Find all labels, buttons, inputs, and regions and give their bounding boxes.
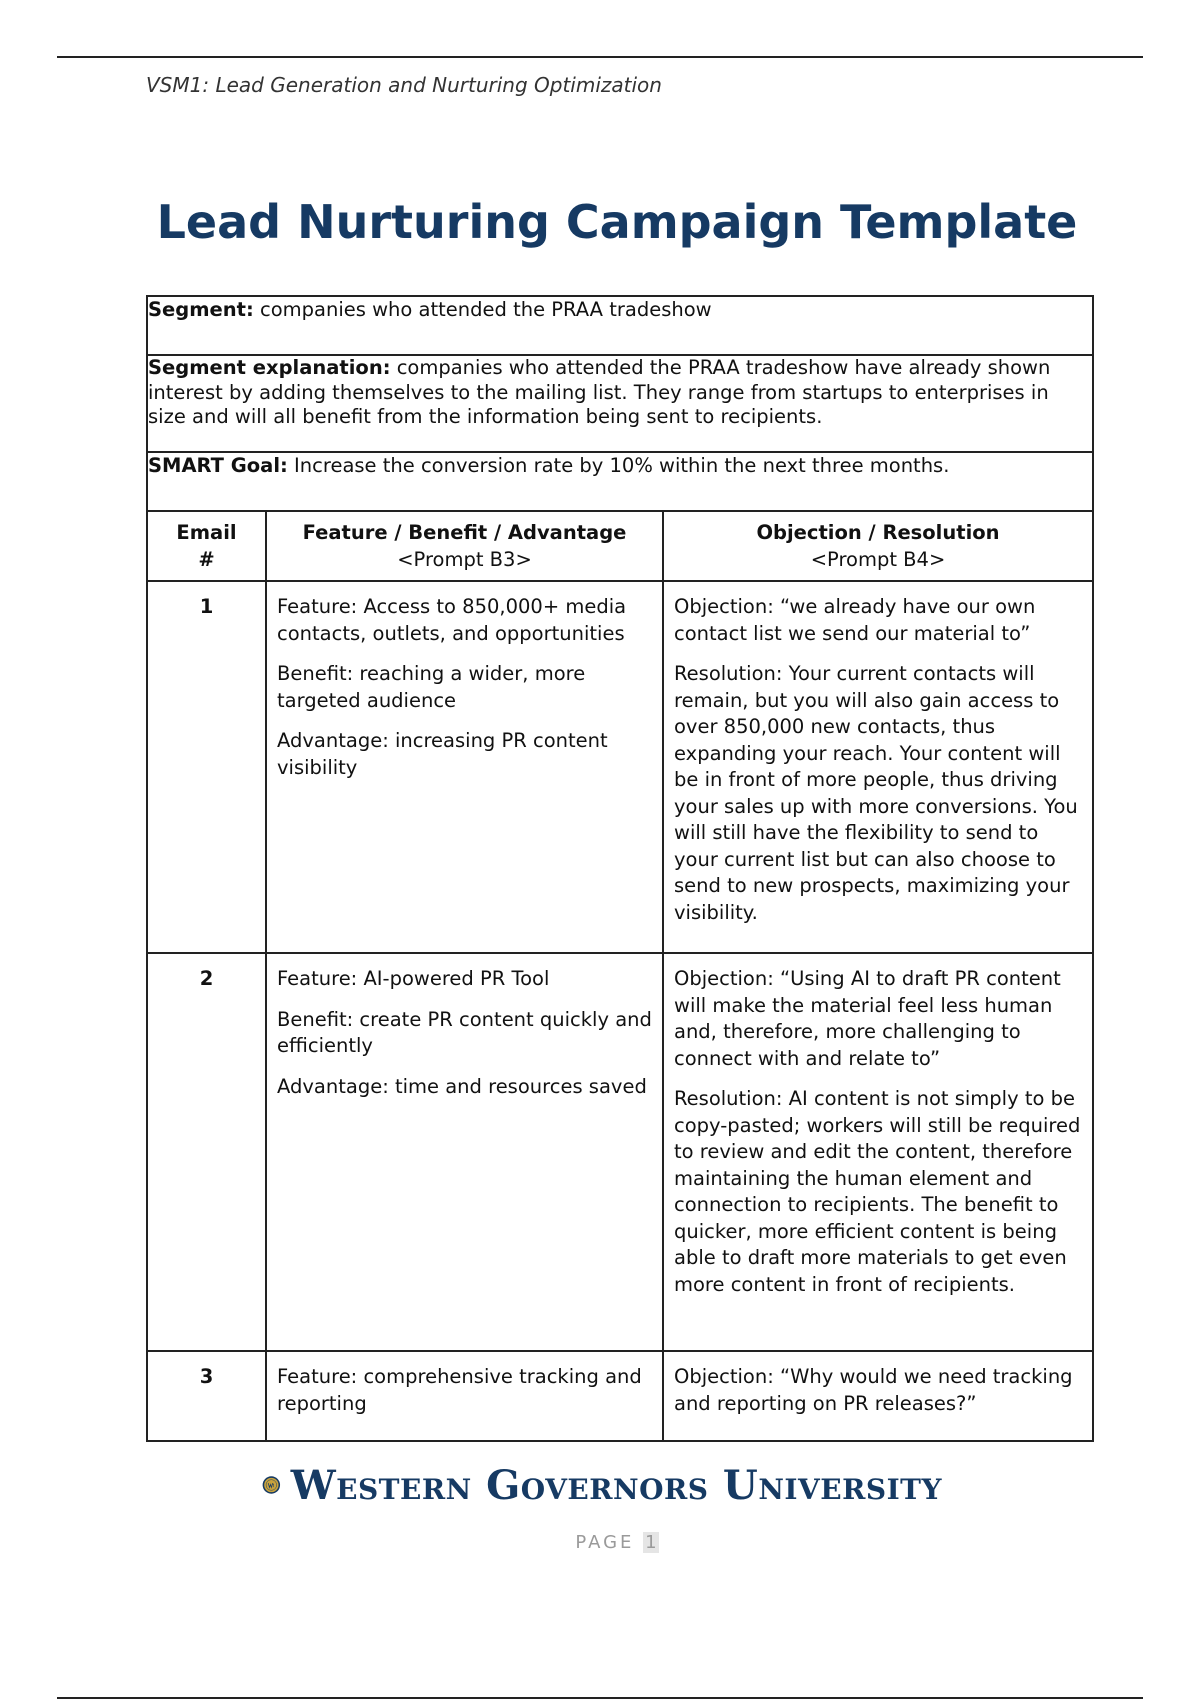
objection-cell [663,1351,1093,1441]
email-number: 1 [147,581,266,953]
table-row [147,581,1093,953]
university-logo [262,1455,942,1515]
feature-cell [266,1351,663,1441]
objection-text: Objection: “we already have our own contact list we send our material to” [674,595,1036,645]
col-email-header: Email # [147,511,266,581]
university-name: Western Governors University [290,1461,942,1509]
objection-cell [663,581,1093,953]
smart-goal-row [147,452,1093,511]
email-number: 2 [147,953,266,1351]
segment-explanation-row [147,355,1093,452]
email-number: 3 [147,1351,266,1441]
benefit-text: Benefit: reaching a wider, more targeted audience [277,662,586,712]
feature-text: Feature: AI-powered PR Tool [277,967,550,990]
resolution-text: Resolution: AI content is not simply to be copy-pasted; workers will still be required to review and edit the content, therefore maintaining the human element and connection to recipients. The benefit to quicker, more efficient content is being able to draft more materials to get even more content in front of recipients. [674,1087,1081,1296]
university-seal-icon [262,1456,281,1514]
table-row [147,953,1093,1351]
objection-text: Objection: “Using AI to draft PR content will make the material feel less human and, therefore, more challenging to connect with and relate to” [674,967,1061,1070]
bottom-rule [57,1697,1143,1699]
campaign-table [146,295,1094,1442]
top-rule [57,56,1143,58]
segment-explanation-value: companies who attended the PRAA tradeshow have already shown interest by adding themselves to the mailing list. They range from startups to enterprises in size and will all benefit from the information being sent to recipients. [148,356,1051,428]
segment-row [147,296,1093,355]
segment-value: companies who attended the PRAA tradeshow [253,298,712,321]
running-header: VSM1: Lead Generation and Nurturing Optimization [146,73,662,97]
col-feature-header: Feature / Benefit / Advantage <Prompt B3> [266,511,663,581]
objection-text: Objection: “Why would we need tracking and reporting on PR releases?” [674,1365,1073,1415]
segment-explanation-label: Segment explanation: [148,356,391,379]
feature-text: Feature: Access to 850,000+ media contacts, outlets, and opportunities [277,595,627,645]
column-header-row [147,511,1093,581]
advantage-text: Advantage: increasing PR content visibility [277,729,608,779]
feature-cell [266,953,663,1351]
smart-goal-value: Increase the conversion rate by 10% within the next three months. [287,454,950,477]
benefit-text: Benefit: create PR content quickly and efficiently [277,1007,652,1057]
feature-text: Feature: comprehensive tracking and reporting [277,1365,642,1415]
feature-cell [266,581,663,953]
segment-label: Segment: [148,298,254,321]
table-row [147,1351,1093,1441]
smart-goal-label: SMART Goal: [148,454,288,477]
objection-cell [663,953,1093,1351]
page-title: Lead Nurturing Campaign Template [156,195,1078,249]
advantage-text: Advantage: time and resources saved [277,1074,647,1098]
page-number: PAGE 1 [575,1532,657,1553]
resolution-text: Resolution: Your current contacts will remain, but you will also gain access to over 850,000 new contacts, thus expanding your reach. Your content will be in front of more people, thus driving your sales up with more conversions. You will still have the flexibility to send to your current list but can also choose to send to new prospects, maximizing your visibility. [674,662,1078,924]
col-objection-header: Objection / Resolution <Prompt B4> [663,511,1093,581]
